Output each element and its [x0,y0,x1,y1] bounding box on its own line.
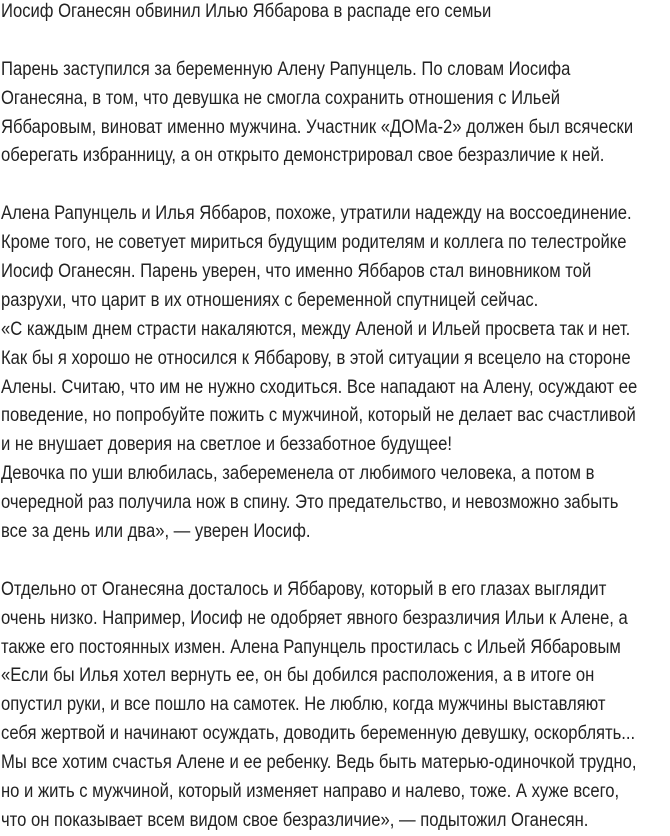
paragraph-1 [1,56,666,172]
quote-line: поведение, но попробуйте пожить с мужчиной, который не делает вас счастливой [1,405,636,427]
paragraph-2 [1,200,666,547]
quote-line: что он показывает всем видом свое безразличие», — подытожил Оганесян. [1,809,589,831]
quote-line: и не внушает доверия на светлое и беззаботное будущее! [1,434,452,456]
quote-line: «С каждым днем страсти накаляются, между Аленой и Ильей просвета так и нет. [1,318,631,340]
text-line: Алена Рапунцель и Илья Яббаров, похоже, утратили надежду на воссоединение. [1,203,632,225]
text-line: очень низко. Например, Иосиф не одобряет явного безразличия Ильи к Алене, а [1,607,628,629]
quote-line: «Если бы Илья хотел вернуть ее, он бы добился расположения, а в итоге он [1,665,595,687]
quote-line: Как бы я хорошо не относился к Яббарову, в этой ситуации я всецело на стороне [1,347,631,369]
text-line: Иосиф Оганесян. Парень уверен, что именно Яббаров стал виновником той [1,261,592,283]
quote-line: но и жить с мужчиной, который изменяет направо и налево, тоже. А хуже всего, [1,781,620,803]
spacer [1,171,666,200]
article [1,0,666,836]
text-line: оберегать избранницу, а он открыто демонстрировал свое безразличие к ней. [1,145,605,167]
quote-line: Девочка по уши влюбилась, забеременела от любимого человека, а потом в [1,463,595,485]
text-line: Парень заступился за беременную Алену Рапунцель. По словам Иосифа [1,58,571,80]
paragraph-3 [1,576,666,836]
quote-line: очередной раз получила нож в спину. Это предательство, и невозможно забыть [1,492,619,514]
spacer [1,547,666,576]
quote-line: себя жертвой и начинают осуждать, доводить беременную девушку, оскорблять... [1,723,636,745]
text-line: разрухи, что царит в их отношениях с беременной спутницей сейчас. [1,289,539,311]
text-line: Оганесяна, в том, что девушка не смогла сохранить отношения с Ильей [1,87,561,109]
spacer [1,27,666,56]
article-title: Иосиф Оганесян обвинил Илью Яббарова в распаде его семьи [1,1,492,22]
quote-line: Алены. Считаю, что им не нужно сходиться. Все нападают на Алену, осуждают ее [1,376,638,398]
text-line: Отдельно от Оганесяна досталось и Яббарову, который в его глазах выглядит [1,578,607,600]
text-line: Кроме того, не советует мириться будущим родителям и коллега по телестройке [1,232,627,254]
quote-line: все за день или два», — уверен Иосиф. [1,521,311,543]
quote-line: опустил руки, и все пошло на самотек. Не люблю, когда мужчины выставляют [1,694,606,716]
text-line: Яббаровым, виноват именно мужчина. Участник «ДОМа-2» должен был всячески [1,116,634,138]
text-line: также его постоянных измен. Алена Рапунцель простилась с Ильей Яббаровым [1,636,621,658]
quote-line: Мы все хотим счастья Алене и ее ребенку. Ведь быть матерью-одиночкой трудно, [1,752,637,774]
